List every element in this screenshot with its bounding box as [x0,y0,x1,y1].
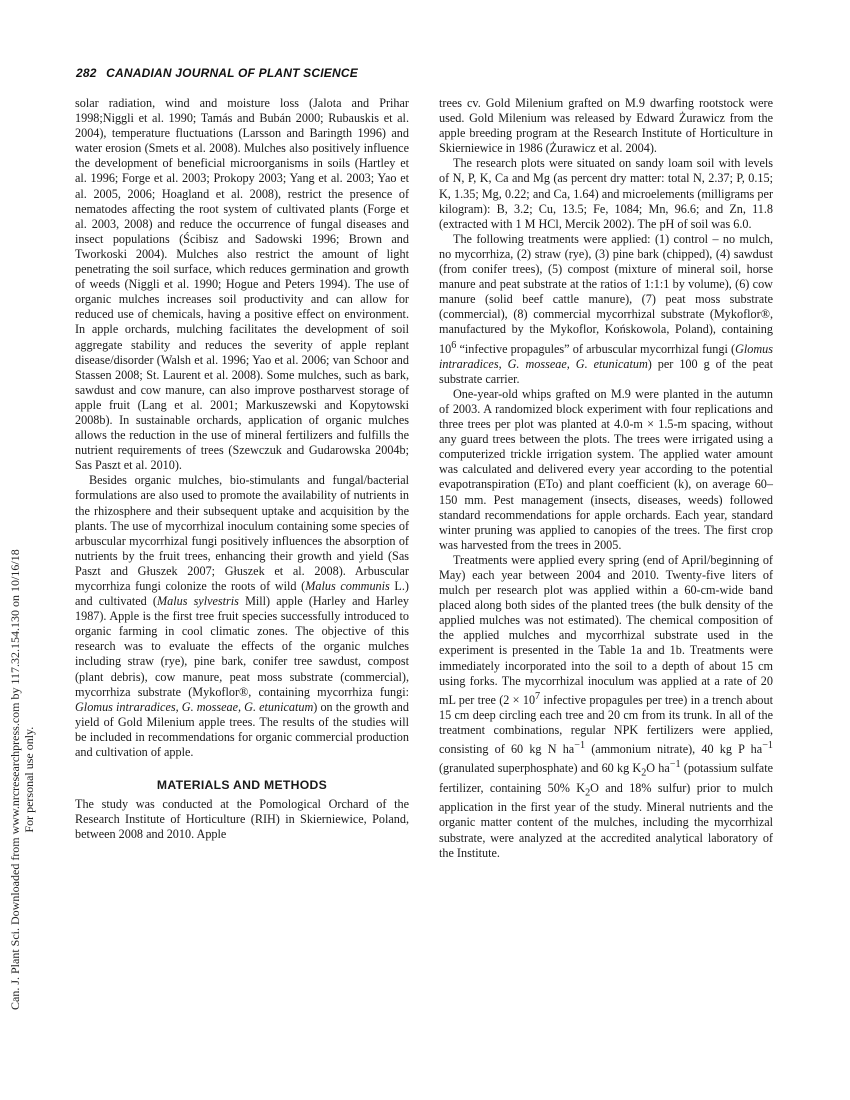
text-run: “infective propagules” of arbuscular mycorrhizal fungi ( [456,341,736,356]
journal-title: CANADIAN JOURNAL OF PLANT SCIENCE [106,66,358,80]
text-run: L.) and cultivated ( [75,579,409,609]
download-notice [8,549,36,1010]
page-number: 282 [76,66,97,80]
paragraph: solar radiation, wind and moisture loss (Jalota and Prihar 1998;Niggli et al. 1990; Tamás and Bubán 2000; Rubauskis et al. 2004), temperature fluctuations (Larsson and Baringth 1996) and water erosion (Smets et al. 2008). Mulches also positively influence the development of beneficial microorganisms in soils (Hartley et al. 1996; Forge et al. 2003; Prokopy 2003; Yang et al. 2003; Yao et al. 2005, 2006; Hoagland et al. 2008), restrict the presence of nematodes affecting the root system of cultivated plants (Forge et al. 2003, 2008) and reduce the occurrence of fungal diseases and insect populations (Ścibisz and Sadowski 1996; Brown and Tworkoski 2004). Mulches also restrict the amount of light penetrating the soil surface, which reduces germination and growth of weeds (Niggli et al. 1990; Hogue and Peters 1994). The use of organic mulches increases soil productivity and can allow for reduced use of chemicals, having a positive effect on environment. In apple orchards, mulching facilitates the development of soil aggregate stability and reduces the severity of apple replant disease/disorder (Walsh et al. 1996; Yao et al. 2006; van Schoor and Stassen 2008; St. Laurent et al. 2008). Some mulches, such as bark, sawdust and cow manure, can also improve postharvest storage of apple fruit (Lang et al. 2001; Markuszewski and Kopytowski 2008b). In sustainable orchards, application of organic mulches allows the reduction in the use of mineral fertilizers and fulfills the nutrient requirements of trees (Szewczuk and Gudarowska 2004b; Sas Paszt et al. 2010). [75,96,409,473]
text-run: infective propagules per tree) in a trench about 15 cm deep circling each tree and 20 cm from its trunk. In all of the treatment combinations, regular NPK fertilizers were applied, consisting of 60 kg N ha [439,692,773,757]
section-heading: MATERIALS AND METHODS [156,778,328,793]
text-run: O and 18% sulfur) prior to mulch application in the first year of the study. Mineral nutrients and the organic matter content of the mulches, including the mycorrhizal substrate, were analyzed at the accredited analytical laboratory of the Institute. [439,780,773,860]
superscript: 6 [451,339,457,351]
subscript: 2 [585,787,591,799]
paragraph: The study was conducted at the Pomological Orchard of the Research Institute of Horticulture (RIH) in Skierniewice, Poland, between 2008 and 2010. Apple [75,797,409,842]
text-run: (ammonium nitrate), 40 kg P ha [585,742,763,757]
paragraph: The research plots were situated on sandy loam soil with levels of N, P, K, Ca and Mg (as percent dry matter: total N, 2.37; P, 0.15; K, 1.35; Mg, 0.22; and Ca, 1.64) and microelements (milligrams per kilogram): B, 3.2; Cu, 13.5; Fe, 1084; Mn, 96.6; and Zn, 11.8 (extracted with 1 M HCl, Mercik 2002). The pH of soil was 6.0. [439,156,773,231]
species-name: Glomus intraradices, G. mosseae, G. etunicatum [75,699,314,714]
text-run: ) per 100 g of the peat substrate carrier. [439,356,773,386]
text-run: O ha [646,761,670,776]
text-run: ) on the growth and yield of Gold Milenium apple trees. The results of the studies will be included in recommendations for organic commercial production and cultivation of apple. [75,699,409,760]
text-run: (granulated superphosphate) and 60 kg K [439,761,642,776]
text-run: Treatments were applied every spring (end of April/beginning of May) each year between 2004 and 2010. Twenty-five liters of mulch per research plot was applied within a 60-cm-wide band placed along both sides of the planted trees (the bulk density of the applied mulches was not estimated). The chemical composition of the applied mulches and mycorrhizal substrate used in the experiment is presented in the Table 1a and 1b. Treatments were immediately incorporated into the soil to a depth of about 15 cm using forks. The mycorrhizal inoculum was applied at a rate of 20 mL per tree (2 × 10 [439,552,773,707]
text-run: The following treatments were applied: (1) control – no mulch, no mycorrhiza, (2) straw (rye), (3) pine bark (chipped), (4) sawdust (from conifer trees), (5) compost (mixture of mineral soil, horse manure and peat substrate at the ratios of 1:1:1 by volume), (6) cow manure (solid beef cattle manure), (7) peat moss substrate (commercial), (8) commercial mycorrhizal substrate (Mykoflor®, manufactured by the Mykoflor, Końskowola, Poland), containing 10 [439,231,773,356]
download-notice-line2: For personal use only. [22,726,36,833]
text-run: Mill) apple (Harley and Harley 1987). Apple is the first tree fruit species successfully introduced to organic farming in cool climatic zones. The objective of this research was to evaluate the effects of the organic mulches including straw (rye), pine bark, conifer tree sawdust, compost (plant debris), cow manure, peat moss substrate (commercial), mycorrhiza substrate (Mykoflor®, containing mycorrhiza fungi: [75,594,410,699]
superscript: −1 [669,759,681,771]
paragraph [439,553,773,861]
subscript: 2 [641,767,647,779]
superscript: −1 [574,740,586,752]
text-run: Besides organic mulches, bio-stimulants and fungal/bacterial formulations are also used to promote the availability of nutrients in the rhizosphere and their subsequent uptake and acquisition by the plants. The use of mycorrhizal inoculum containing some species of arbuscular mycorrhizal fungi positively influences the absorption of nutrients by the fruit trees, enhancing their growth and yield (Sas Paszt and Głuszek 2007; Głuszek et al. 2008). Arbuscular mycorrhiza fungi colonize the roots of wild ( [75,473,409,593]
paragraph: One-year-old whips grafted on M.9 were planted in the autumn of 2003. A randomized block experiment with four replications and three trees per plot was planted at 4.0-m × 1.5-m spacing, without any guard trees between the plots. The trees were irrigated using a computerized trickle irrigation system. The applied water amount was calculated and delivered every year according to the potential evapotranspiration (ETo) and plant coefficient (k), on average 60–150 mm. Pest management (insects, diseases, weeds) followed standard recommendations for apple orchards. Each year, standard winter pruning was applied to canopies of the trees. The first crop was harvested from the trees in 2005. [439,386,773,552]
running-header [76,66,358,80]
paragraph [75,473,409,760]
species-name: Glomus intraradices, G. mosseae, G. etunicatum [439,341,773,371]
paragraph [439,232,773,387]
right-column [439,96,773,861]
left-column [75,96,409,843]
download-notice-line1: Can. J. Plant Sci. Downloaded from www.nrcresearchpress.com by 117.32.154.130 on 10/16/18 [8,549,22,1010]
superscript: 7 [535,690,541,702]
species-name: Malus communis [305,579,390,593]
species-name: Malus sylvestris [156,594,239,609]
text-run: (potassium sulfate fertilizer, containing 50% K [439,761,773,795]
paragraph: trees cv. Gold Milenium grafted on M.9 dwarfing rootstock were used. Gold Milenium was released by Edward Żurawicz from the apple breeding program at the Research Institute of Horticulture in Skierniewice in 1986 (Żurawicz et al. 2004). [439,96,773,156]
superscript: −1 [762,740,773,752]
